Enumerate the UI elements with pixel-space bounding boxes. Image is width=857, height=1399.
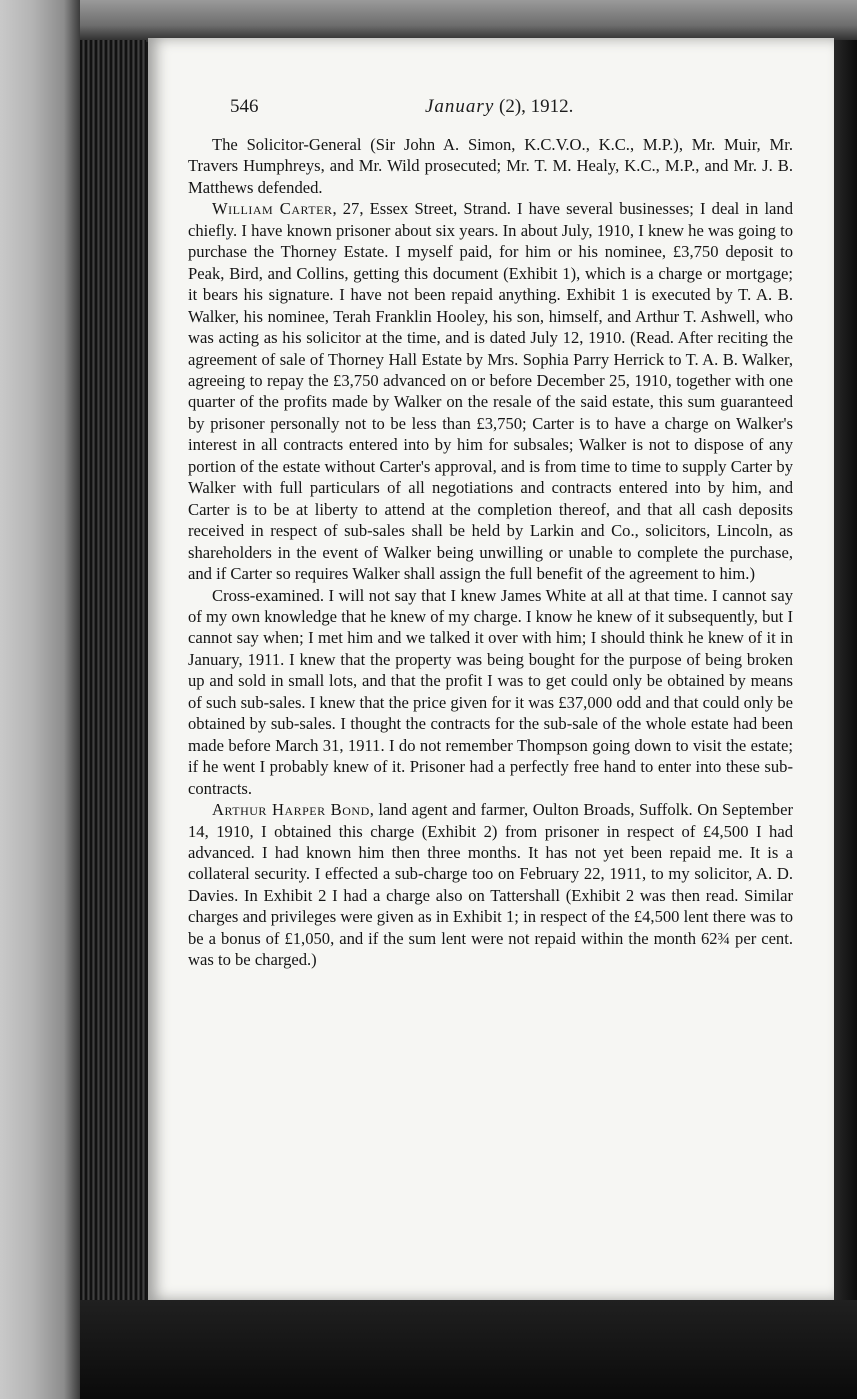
- carter-testimony-text: , 27, Essex Street, Strand. I have several businesses; I deal in land chiefly. I have known prisoner about six years. In about July, 1910, I knew he was going to purchase the Thorney Estate. I myself paid, for him or his nominee, £3,750 deposit to Peak, Bird, and Collins, getting this document (Exhibit 1), which is a charge or mortgage; it bears his signature. I have not been repaid anything. Exhibit 1 is executed by T. A. B. Walker, his nominee, Terah Franklin Hooley, his son, himself, and Arthur T. Ashwell, who was acting as his solicitor at the time, and is dated July 12, 1910. (Read. After reciting the agreement of sale of Thorney Hall Estate by Mrs. Sophia Parry Herrick to T. A. B. Walker, agreeing to repay the £3,750 advanced on or before December 25, 1910, together with one quarter of the profits made by Walker on the resale of the said estate, this sum guaranteed by prisoner personally not to be less than £3,750; Carter is to have a charge on Walker's interest in all contracts entered into by him for subsales; Walker is not to dispose of any portion of the estate without Carter's approval, and is from time to time to supply Carter by Walker with full particulars of all negotiations and contracts entered into by him, and Carter is to be at liberty to attend at the completion thereof, and that all cash deposits received in respect of sub-sales shall be held by Larkin and Co., solicitors, Lincoln, as shareholders in the event of Walker being unwilling or unable to complete the purchase, and if Carter so requires Walker shall assign the full benefit of the agreement to him.): [188, 199, 794, 584]
- witness-name-bond: Arthur Harper Bond: [212, 800, 370, 820]
- bond-testimony-paragraph: [188, 799, 793, 971]
- page-number: 546: [230, 96, 259, 117]
- counsel-paragraph: [188, 134, 793, 198]
- book-page-edges: [80, 40, 146, 1305]
- page-body-text: [188, 134, 793, 971]
- cross-examination-text: Cross-examined. I will not say that I knew James White at all at that time. I cannot say of my own knowledge that he knew of my charge. I know he knew of it subsequently, but I cannot say when; I met him and we talked it over with him; I should think he knew of it in January, 1911. I knew that the property was being bought for the purpose of being broken up and sold in small lots, and that the profit I was to get could only be obtained by means of such sub-sales. I knew that the price given for it was £37,000 odd and that could only be obtained by sub-sales. I thought the contracts for the sub-sale of the whole estate had been made before March 31, 1911. I do not remember Thompson going down to visit the estate; if he went I probably knew of it. Prisoner had a perfectly free hand to enter into these sub-contracts.: [188, 585, 793, 798]
- counsel-text: The Solicitor-General (Sir John A. Simon, K.C.V.O., K.C., M.P.), Mr. Muir, Mr. Travers Humphreys, and Mr. Wild prosecuted; Mr. T. M. Healy, K.C., M.P., and Mr. J. B. Matthews defended.: [188, 135, 793, 197]
- carter-testimony-paragraph: [188, 198, 793, 584]
- running-head-month: January: [425, 96, 495, 117]
- book-page: [148, 38, 834, 1300]
- running-head-date: [425, 96, 573, 118]
- cross-examination-paragraph: [188, 585, 793, 800]
- book-right-shadow: [832, 40, 857, 1305]
- scan-top-margin: [0, 0, 857, 42]
- scan-bottom-margin: [80, 1300, 857, 1399]
- scan-left-margin: [0, 0, 80, 1399]
- running-head-year: (2), 1912.: [499, 96, 574, 117]
- bond-testimony-text: , land agent and farmer, Oulton Broads, Suffolk. On September 14, 1910, I obtained this charge (Exhibit 2) from prisoner in respect of £4,500 I had advanced. I had known him then three months. It has not yet been repaid me. It is a collateral security. I effected a sub-charge too on February 22, 1911, to my solicitor, A. D. Davies. In Exhibit 2 I had a charge also on Tattershall (Exhibit 2 was then read. Similar charges and privileges were given as in Exhibit 1; in respect of the £4,500 lent there was to be a bonus of £1,050, and if the sum lent were not repaid within the month 62¾ per cent. was to be charged.): [188, 800, 793, 970]
- witness-name-carter: William Carter: [212, 199, 333, 219]
- running-head: [230, 96, 790, 126]
